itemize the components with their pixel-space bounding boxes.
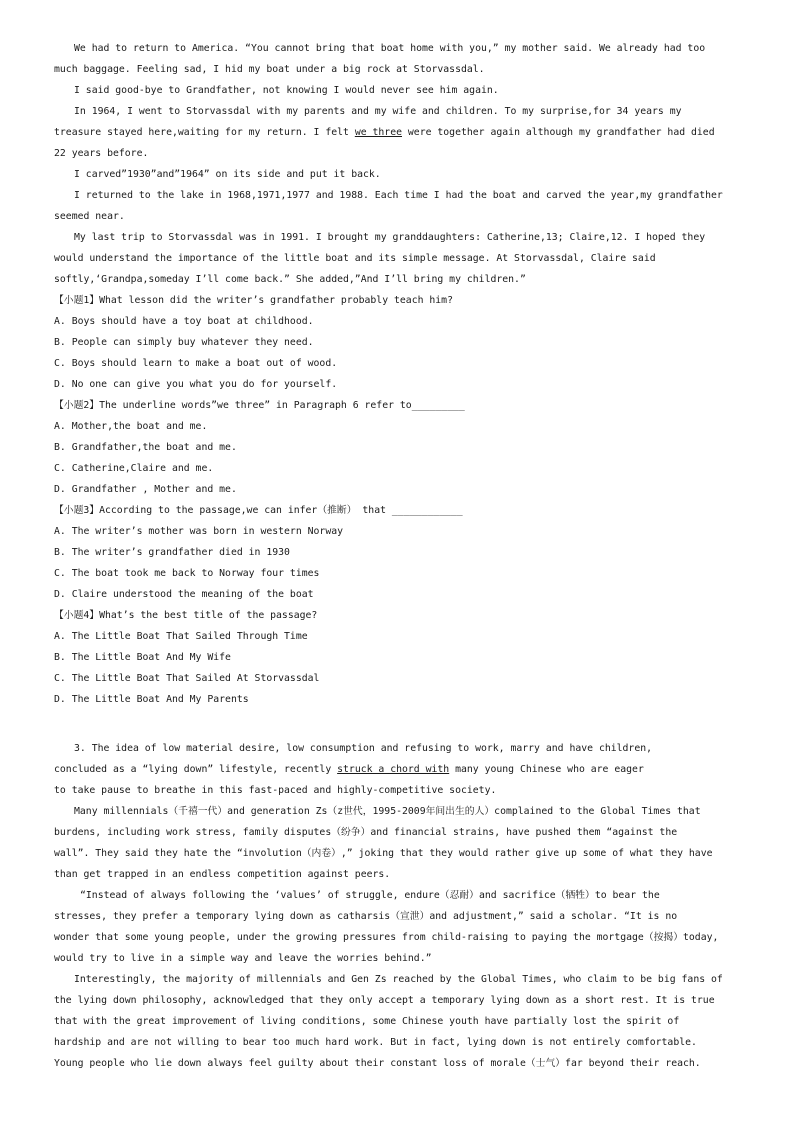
paragraph-line: hardship and are not willing to bear too much hard work. But in fact, lying down is not entirely comfortable. [54,1037,697,1048]
answer-option: C. Boys should learn to make a boat out of wood. [54,358,338,369]
paragraph-line [54,763,742,777]
paragraph-line: to take pause to breathe in this fast-paced and highly-competitive society. [54,785,497,796]
question-stem: 【小题1】What lesson did the writer’s grandfather probably teach him? [54,295,453,306]
paragraph-line: would try to live in a simple way and leave the worries behind.” [54,953,432,964]
paragraph-line: Young people who lie down always feel guilty about their constant loss of morale（士气）far beyond their reach. [54,1058,701,1069]
answer-option: B. The Little Boat And My Wife [54,652,231,663]
paragraph-line: wonder that some young people, under the growing pressures from child-raising to paying the mortgage（按揭）today, [54,932,719,943]
paragraph-line: seemed near. [54,211,125,222]
text-run: treasure stayed here,waiting for my return. I felt [54,127,355,138]
paragraph-line: In 1964, I went to Storvassdal with my parents and my wife and children. To my surprise,for 34 years my [74,106,682,117]
paragraph-line: would understand the importance of the little boat and its simple message. At Storvassdal, Claire said [54,253,656,264]
question-stem: 【小题4】What’s the best title of the passage? [54,610,318,621]
paragraph-line: Interestingly, the majority of millennials and Gen Zs reached by the Global Times, who claim to be big fans of [74,974,723,985]
paragraph-line: 22 years before. [54,148,149,159]
paragraph-line: Many millennials（千禧一代）and generation Zs（z世代，1995-2009年间出生的人）complained to the Global Times that [74,806,701,817]
answer-option: C. The Little Boat That Sailed At Storvassdal [54,673,320,684]
paragraph-line: the lying down philosophy, acknowledged that they only accept a temporary lying down as a short rest. It is true [54,995,715,1006]
paragraph-line: wall”. They said they hate the “involution（内卷）,” joking that they would rather give up some of what they have [54,848,713,859]
text-run: were together again although my grandfather had died [402,127,715,138]
paragraph-line: I returned to the lake in 1968,1971,1977 and 1988. Each time I had the boat and carved the year,my grandfather [74,190,723,201]
answer-option: A. Boys should have a toy boat at childhood. [54,316,314,327]
paragraph-line: We had to return to America. “You cannot bring that boat home with you,” my mother said. We already had too [74,43,706,54]
answer-option: B. The writer’s grandfather died in 1930 [54,547,290,558]
paragraph-line: “Instead of always following the ‘values’ of struggle, endure（忍耐）and sacrifice（牺牲）to bear the [80,890,660,901]
answer-option: B. Grandfather,the boat and me. [54,442,237,453]
paragraph-line: that with the great improvement of living conditions, some Chinese youth have partially lost the spirit of [54,1016,680,1027]
answer-option: C. Catherine,Claire and me. [54,463,214,474]
paragraph-line: My last trip to Storvassdal was in 1991. I brought my granddaughters: Catherine,13; Claire,12. I hoped they [74,232,706,243]
paragraph-line: stresses, they prefer a temporary lying down as catharsis（宣泄）and adjustment,” said a scholar. “It is no [54,911,678,922]
answer-option: D. Claire understood the meaning of the boat [54,589,314,600]
underlined-phrase: we three [354,127,402,138]
text-run: concluded as a “lying down” lifestyle, recently [54,764,338,775]
answer-option: D. Grandfather , Mother and me. [54,484,237,495]
text-run: many young Chinese who are eager [449,764,644,775]
paragraph-line: 3. The idea of low material desire, low consumption and refusing to work, marry and have children, [74,743,653,754]
paragraph-line: than get trapped in an endless competition against peers. [54,869,391,880]
underlined-phrase: struck a chord with [337,764,450,775]
answer-option: C. The boat took me back to Norway four times [54,568,320,579]
answer-option: D. The Little Boat And My Parents [54,694,249,705]
paragraph-line [54,126,742,140]
answer-option: A. The Little Boat That Sailed Through Time [54,631,308,642]
answer-option: A. The writer’s mother was born in western Norway [54,526,344,537]
question-stem: 【小题2】The underline words”we three” in Paragraph 6 refer to_________ [54,400,465,411]
question-stem: 【小题3】According to the passage,we can infer（推断） that ____________ [54,505,463,516]
paragraph-line: I said good-bye to Grandfather, not knowing I would never see him again. [74,85,499,96]
answer-option: B. People can simply buy whatever they need. [54,337,314,348]
paragraph-line: softly,‘Grandpa,someday I’ll come back.” She added,”And I’ll bring my children.” [54,274,526,285]
answer-option: D. No one can give you what you do for yourself. [54,379,338,390]
paragraph-line: much baggage. Feeling sad, I hid my boat under a big rock at Storvassdal. [54,64,485,75]
paragraph-line: burdens, including work stress, family disputes（纷争）and financial strains, have pushed them “against the [54,827,678,838]
answer-option: A. Mother,the boat and me. [54,421,208,432]
paragraph-line: I carved”1930”and”1964” on its side and put it back. [74,169,381,180]
